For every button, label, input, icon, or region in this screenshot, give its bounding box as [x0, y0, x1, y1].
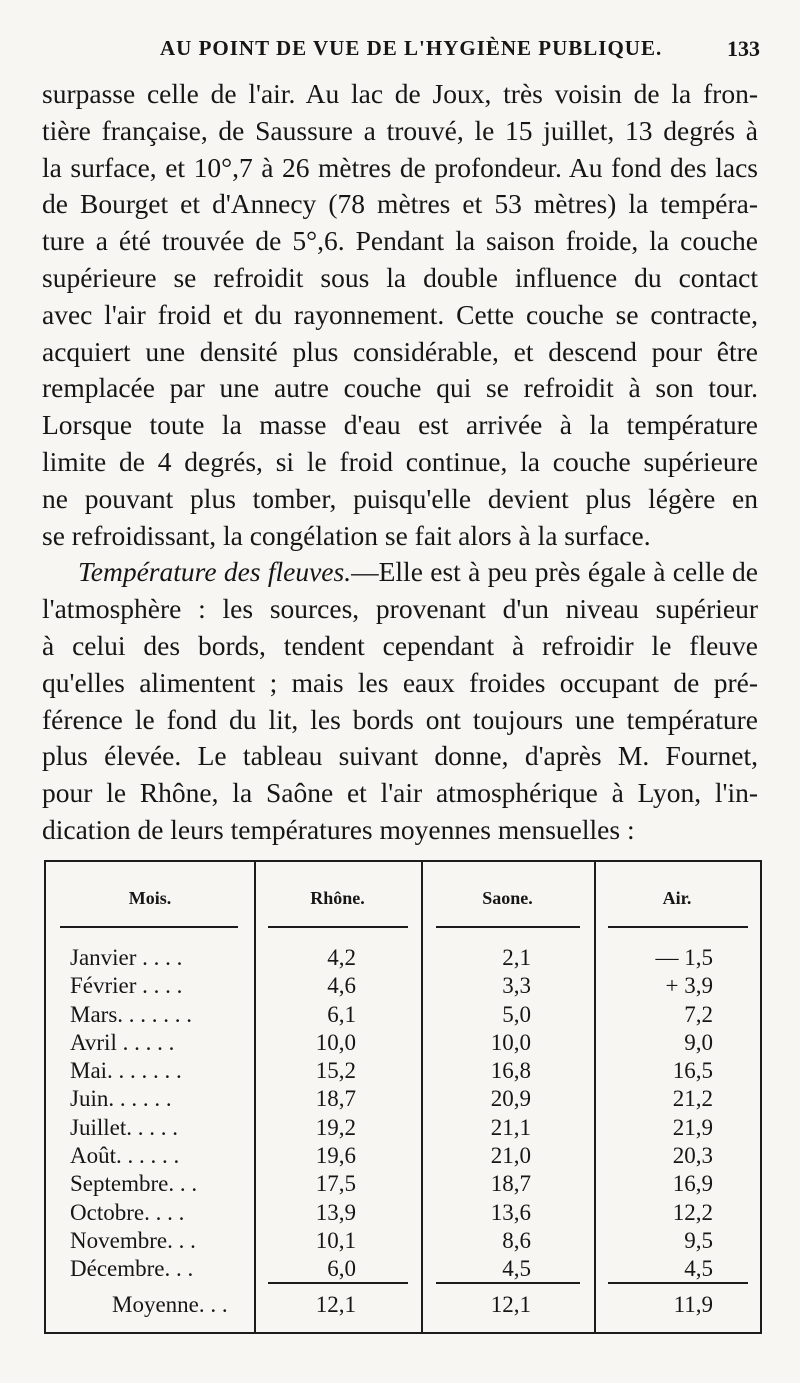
section-heading-italic: Température des fleuves. [78, 556, 352, 588]
cell-rhone: 10,0 [315, 1029, 356, 1055]
table-row [46, 944, 760, 972]
text-line: surpasse celle de l'air. Au lac de Joux, très voisin de la fron- [42, 78, 758, 109]
table-row [46, 1029, 760, 1057]
cell-air: + 3,9 [665, 973, 713, 999]
text-line: à celui des bords, tendent cependant à refroidir le fleuve [42, 629, 758, 661]
text-line: dication de leurs températures moyennes mensuelles : [42, 813, 635, 845]
cell-air: 16,5 [672, 1058, 713, 1084]
cell-rhone: 19,2 [315, 1114, 356, 1140]
cell-saone: 16,8 [490, 1058, 531, 1084]
cell-rhone: 13,9 [315, 1199, 356, 1225]
cell-month: Décembre. . . [70, 1256, 194, 1282]
table-row [46, 1255, 760, 1283]
cell-saone: 21,0 [490, 1143, 531, 1169]
cell-air: 16,9 [672, 1171, 713, 1197]
table-row [46, 1057, 760, 1085]
text-line: l'atmosphère : les sources, provenant d'un niveau supérieur [42, 593, 758, 625]
cell-rhone: 4,6 [327, 973, 356, 999]
table-row [46, 1227, 760, 1255]
text-line: acquiert une densité plus considérable, et descend pour être [42, 335, 758, 367]
text-line: la surface, et 10°,7 à 26 mètres de profondeur. Au fond des lacs [42, 151, 758, 183]
cell-air: 21,2 [672, 1086, 713, 1112]
cell-month: Février . . . . [70, 973, 183, 999]
text-line: qu'elles alimentent ; mais les eaux froides occupant de pré- [42, 666, 758, 698]
cell-rhone: 17,5 [315, 1171, 356, 1197]
cell-saone: 21,1 [490, 1114, 531, 1140]
cell-air: 21,9 [672, 1114, 713, 1140]
cell-air: 4,5 [684, 1256, 713, 1282]
total-rule [608, 1282, 748, 1284]
header-air: Air. [662, 888, 692, 908]
cell-rhone: 15,2 [315, 1058, 356, 1084]
cell-saone: 10,0 [490, 1029, 531, 1055]
cell-rhone: 18,7 [315, 1086, 356, 1112]
average-air: 11,9 [673, 1292, 713, 1317]
cell-rhone: 10,1 [315, 1227, 356, 1253]
cell-rhone: 4,2 [327, 945, 356, 970]
cell-rhone: 19,6 [315, 1143, 356, 1169]
cell-saone: 2,1 [502, 945, 531, 970]
cell-rhone: 6,1 [327, 1001, 356, 1027]
cell-air: 9,5 [684, 1227, 713, 1253]
cell-air: 9,0 [684, 1029, 713, 1055]
cell-air: 20,3 [672, 1143, 713, 1169]
cell-month: Août. . . . . . [70, 1143, 180, 1169]
running-header [0, 36, 800, 66]
temperature-table [44, 860, 762, 1334]
average-label: Moyenne. . . [112, 1292, 228, 1317]
body-text [42, 76, 758, 849]
table-row [46, 1085, 760, 1113]
cell-month: Mars. . . . . . . [70, 1001, 193, 1027]
cell-month: Octobre. . . . [70, 1199, 185, 1225]
table-row [46, 1142, 760, 1170]
text-line: de Bourget et d'Annecy (78 mètres et 53 mètres) la tempéra- [42, 188, 758, 220]
text-line: supérieure se refroidit sous la double influence du contact [42, 261, 758, 293]
cell-saone: 4,5 [502, 1256, 531, 1282]
cell-saone: 8,6 [502, 1227, 531, 1253]
table-row [46, 972, 760, 1000]
text-line: limite de 4 degrés, si le froid continue, la couche supérieure [42, 445, 758, 477]
cell-month: Juin. . . . . . [70, 1086, 172, 1112]
text-line: remplacée par une autre couche qui se refroidit à son tour. [42, 372, 758, 404]
text-line: se refroidissant, la congélation se fait alors à la surface. [42, 519, 651, 551]
cell-rhone: 6,0 [327, 1256, 356, 1282]
cell-month: Mai. . . . . . . [70, 1058, 182, 1084]
running-title: AU POINT DE VUE DE L'HYGIÈNE PUBLIQUE. [160, 36, 663, 60]
cell-saone: 5,0 [502, 1001, 531, 1027]
cell-month: Janvier . . . . [70, 945, 183, 970]
average-saone: 12,1 [490, 1292, 531, 1317]
text-line [42, 554, 758, 591]
cell-saone: 13,6 [490, 1199, 531, 1225]
text-line: Lorsque toute la masse d'eau est arrivée à la température [42, 409, 758, 441]
cell-air: 7,2 [684, 1001, 713, 1027]
table-row [46, 1001, 760, 1029]
text-line: ture a été trouvée de 5°,6. Pendant la saison froide, la couche [42, 225, 758, 257]
text-line: férence le fond du lit, les bords ont toujours une température [42, 703, 758, 735]
table-row [46, 1114, 760, 1142]
cell-saone: 3,3 [502, 973, 531, 999]
cell-air: — 1,5 [655, 945, 713, 970]
cell-air: 12,2 [672, 1199, 713, 1225]
header-mois: Mois. [128, 888, 172, 908]
header-rule [268, 926, 408, 928]
cell-saone: 20,9 [490, 1086, 531, 1112]
text-fragment: —Elle est à peu près égale à celle de [351, 556, 758, 588]
cell-month: Novembre. . . [70, 1227, 196, 1253]
page-number: 133 [727, 36, 760, 61]
text-line: avec l'air froid et du rayonnement. Cette couche se contracte, [42, 298, 758, 330]
text-line: plus élevée. Le tableau suivant donne, d'après M. Fournet, [42, 740, 758, 772]
text-line: pour le Rhône, la Saône et l'air atmosphérique à Lyon, l'in- [42, 777, 758, 809]
average-row [46, 1290, 760, 1320]
header-rhone: Rhône. [310, 888, 365, 908]
table-row [46, 1170, 760, 1198]
cell-month: Avril . . . . . [70, 1029, 175, 1055]
header-rule [608, 926, 748, 928]
total-rule [268, 1282, 408, 1284]
header-saone: Saone. [482, 888, 533, 908]
text-line: tière française, de Saussure a trouvé, le 15 juillet, 13 degrés à [42, 114, 758, 146]
total-rule [436, 1282, 580, 1284]
header-rule [436, 926, 580, 928]
table-body [46, 944, 760, 1284]
cell-month: Septembre. . . [70, 1171, 198, 1197]
header-rule [60, 926, 238, 928]
cell-month: Juillet. . . . . [70, 1114, 178, 1140]
table-row [46, 1199, 760, 1227]
cell-saone: 18,7 [490, 1171, 531, 1197]
text-line: ne pouvant plus tomber, puisqu'elle devient plus légère en [42, 482, 758, 514]
average-rhone: 12,1 [315, 1292, 356, 1317]
